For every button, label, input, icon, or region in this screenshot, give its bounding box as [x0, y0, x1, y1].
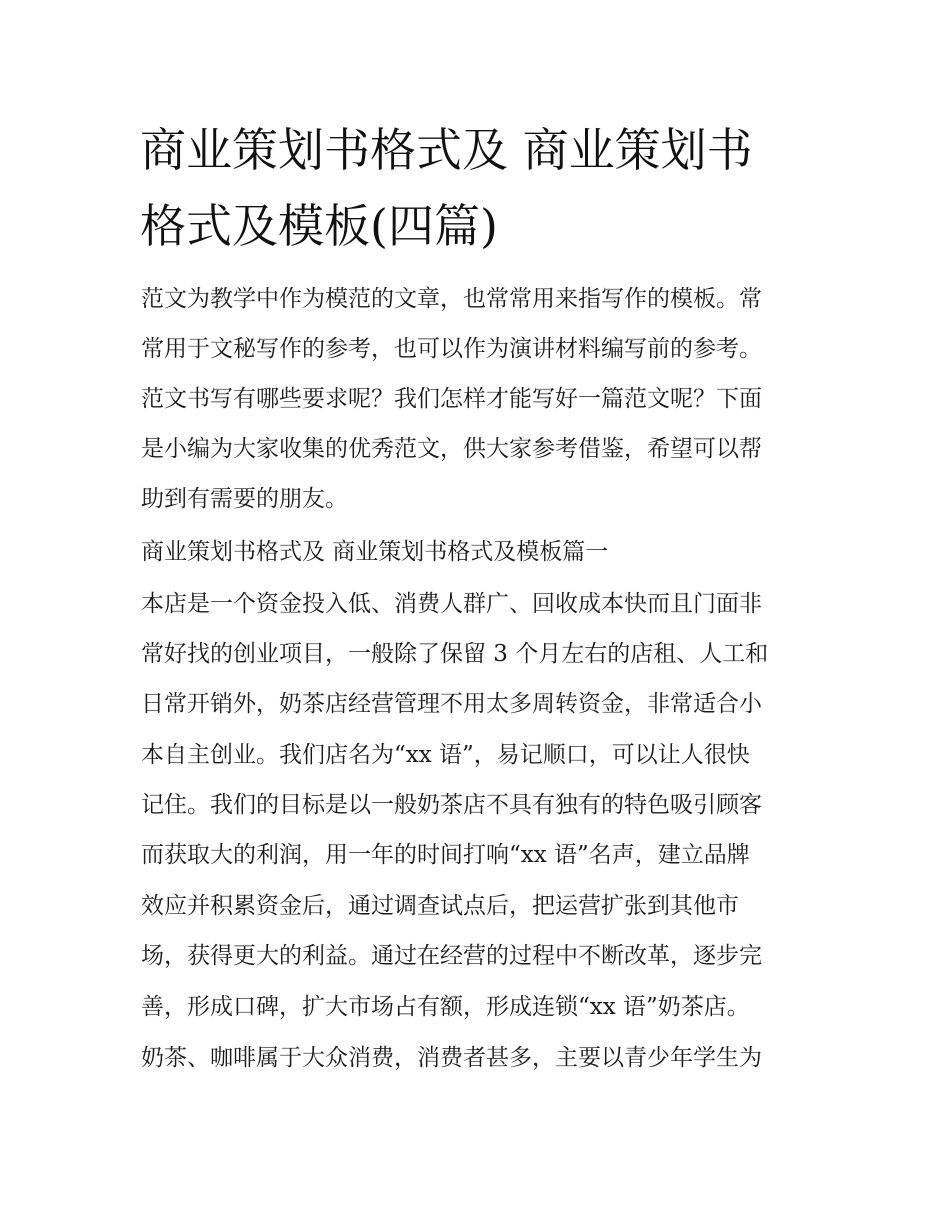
intro-line: 是小编为大家收集的优秀范文，供大家参考借鉴，希望可以帮 — [141, 436, 762, 462]
body-line: 本店是一个资金投入低、消费人群广、回收成本快而且门面非 — [141, 591, 762, 617]
intro-line: 常用于文秘写作的参考，也可以作为演讲材料编写前的参考。 — [141, 336, 762, 362]
body-line: 而获取大的利润，用一年的时间打响“xx 语”名声，建立品牌 — [141, 842, 750, 868]
body-line: 场，获得更大的利益。通过在经营的过程中不断改革，逐步完 — [141, 943, 762, 969]
body-line: 奶茶、咖啡属于大众消费，消费者甚多，主要以青少年学生为 — [141, 1045, 762, 1071]
body-line: 效应并积累资金后，通过调查试点后，把运营扩张到其他市 — [141, 893, 739, 919]
section-heading: 商业策划书格式及 商业策划书格式及模板篇一 — [141, 539, 609, 565]
body-line: 记住。我们的目标是以一般奶茶店不具有独有的特色吸引顾客 — [141, 792, 762, 818]
body-line: 本自主创业。我们店名为“xx 语”，易记顺口，可以让人很快 — [141, 742, 750, 768]
intro-line: 范文为教学中作为模范的文章，也常常用来指写作的模板。常 — [141, 286, 762, 312]
intro-line: 助到有需要的朋友。 — [141, 486, 348, 512]
document-title — [140, 112, 820, 264]
body-line: 常好找的创业项目，一般除了保留 3 个月左右的店租、人工和 — [141, 641, 769, 667]
body-line: 日常开销外，奶茶店经营管理不用太多周转资金，非常适合小 — [141, 691, 762, 717]
body-line: 善，形成口碑，扩大市场占有额，形成连锁“xx 语”奶茶店。 — [141, 994, 750, 1020]
title-line: 格式及模板(四篇) — [140, 199, 498, 253]
title-line: 商业策划书格式及 商业策划书 — [140, 123, 753, 177]
intro-line: 范文书写有哪些要求呢？我们怎样才能写好一篇范文呢？下面 — [141, 386, 762, 412]
